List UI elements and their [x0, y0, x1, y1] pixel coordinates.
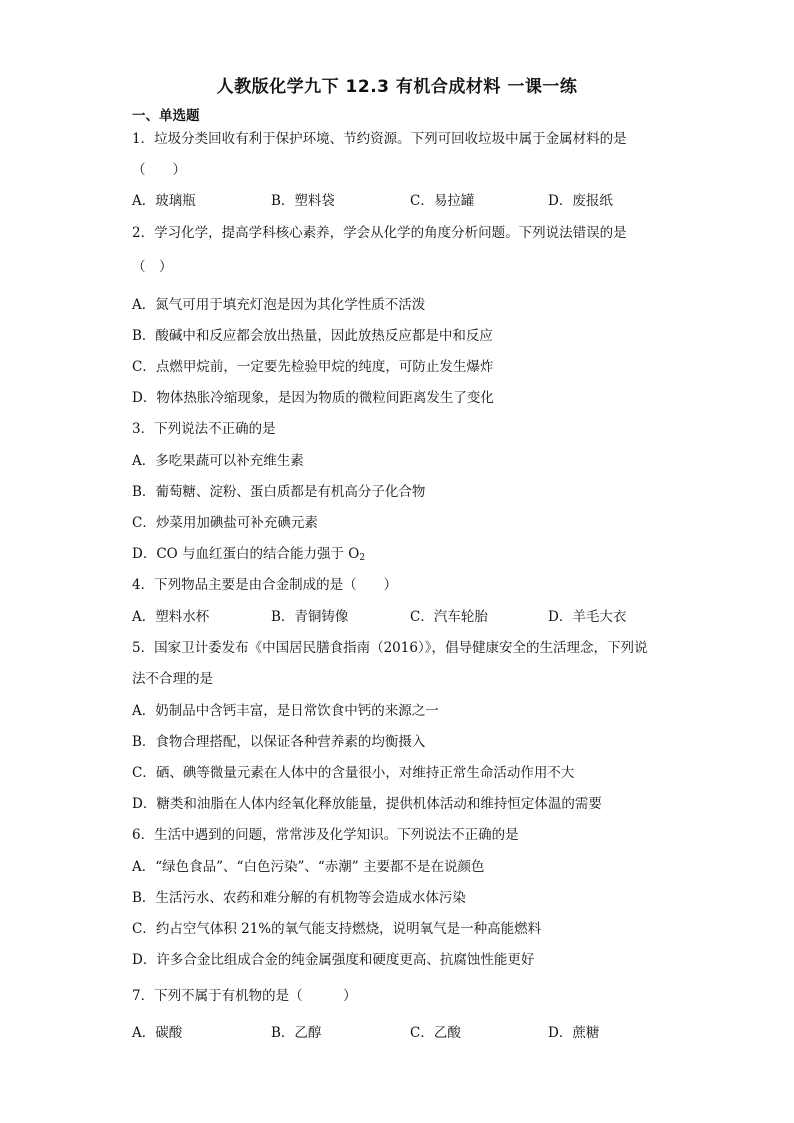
question-1-option-b: B．塑料袋 [271, 193, 335, 209]
question-7-option-a: A．碳酸 [132, 1025, 183, 1041]
question-3-option-d-text: D．CO 与血红蛋白的结合能力强于 O [132, 546, 360, 562]
question-6-option-b: B．生活污水、农药和难分解的有机物等会造成水体污染 [132, 890, 466, 906]
question-6-option-c: C．约占空气体积 21%的氧气能支持燃烧，说明氧气是一种高能燃料 [132, 921, 542, 937]
question-6-option-d: D．许多合金比组成合金的纯金属强度和硬度更高、抗腐蚀性能更好 [132, 952, 535, 968]
question-5-option-b: B．食物合理搭配，以保证各种营养素的均衡摄入 [132, 734, 426, 750]
question-7-option-c: C．乙酸 [410, 1025, 461, 1041]
question-5-option-d: D．糖类和油脂在人体内经氧化释放能量，提供机体活动和维持恒定体温的需要 [132, 796, 602, 812]
question-4-option-b: B．青铜铸像 [271, 609, 349, 625]
question-6-stem: 6．生活中遇到的问题，常常涉及化学知识。下列说法不正确的是 [132, 827, 519, 843]
question-7-option-b: B．乙醇 [271, 1025, 322, 1041]
question-1-option-d: D．废报纸 [548, 193, 613, 209]
question-4-option-a: A．塑料水杯 [132, 609, 210, 625]
question-4-stem: 4．下列物品主要是由合金制成的是（ ） [132, 577, 398, 593]
question-4-option-c: C．汽车轮胎 [410, 609, 488, 625]
question-6-option-a: A．“绿色食品”、“白色污染”、“赤潮” 主要都不是在说颜色 [132, 859, 485, 875]
question-5-stem-line-1: 5．国家卫计委发布《中国居民膳食指南（2016）》，倡导健康安全的生活理念，下列说 [132, 640, 648, 656]
subscript-2: 2 [359, 553, 366, 563]
question-7-option-d: D．蔗糖 [548, 1025, 600, 1041]
question-5-stem-line-2: 法不合理的是 [132, 671, 213, 687]
question-1-option-a: A．玻璃瓶 [132, 193, 196, 209]
question-1-stem-line-1: 1．垃圾分类回收有利于保护环境、节约资源。下列可回收垃圾中属于金属材料的是 [132, 131, 627, 147]
question-5-option-a: A．奶制品中含钙丰富，是日常饮食中钙的来源之一 [132, 703, 439, 719]
question-3-option-c: C．炒菜用加碘盐可补充碘元素 [132, 515, 318, 531]
question-2-stem-line-2: （ ） [132, 259, 173, 275]
section-heading: 一、单选题 [132, 108, 200, 124]
question-7-stem: 7．下列不属于有机物的是（ ） [132, 988, 357, 1004]
question-1-option-c: C．易拉罐 [410, 193, 475, 209]
question-3-option-a: A．多吃果蔬可以补充维生素 [132, 453, 304, 469]
question-3-stem: 3．下列说法不正确的是 [132, 421, 276, 437]
question-2-stem-line-1: 2．学习化学，提高学科核心素养，学会从化学的角度分析问题。下列说法错误的是 [132, 225, 627, 241]
question-4-option-d: D．羊毛大衣 [548, 609, 627, 625]
question-3-option-b: B．葡萄糖、淀粉、蛋白质都是有机高分子化合物 [132, 484, 426, 500]
document-title: 人教版化学九下 12.3 有机合成材料 一课一练 [216, 77, 578, 97]
question-2-option-d: D．物体热胀冷缩现象，是因为物质的微粒间距离发生了变化 [132, 390, 494, 406]
question-1-stem-line-2: （ ） [132, 162, 186, 178]
question-2-option-b: B．酸碱中和反应都会放出热量，因此放热反应都是中和反应 [132, 328, 493, 344]
question-5-option-c: C．硒、碘等微量元素在人体中的含量很小，对维持正常生命活动作用不大 [132, 765, 575, 781]
question-2-option-a: A．氮气可用于填充灯泡是因为其化学性质不活泼 [132, 297, 426, 313]
question-2-option-c: C．点燃甲烷前，一定要先检验甲烷的纯度，可防止发生爆炸 [132, 359, 494, 375]
question-3-option-d [132, 545, 365, 567]
